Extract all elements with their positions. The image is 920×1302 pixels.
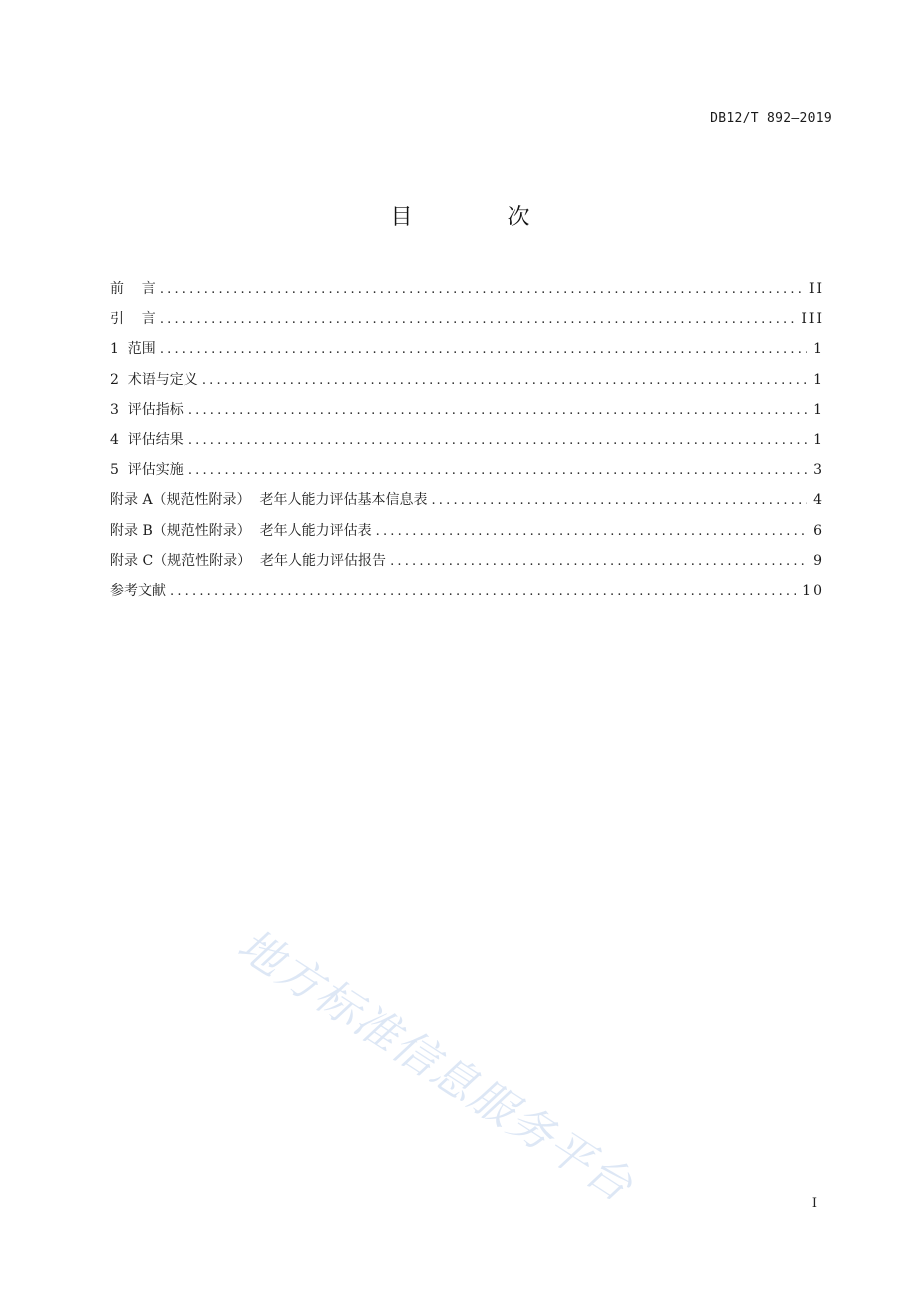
toc-leader-dots bbox=[170, 581, 796, 603]
toc-entry-label: 前 言 bbox=[110, 281, 156, 297]
toc-entry-page: 6 bbox=[813, 522, 824, 539]
toc-entry-scope[interactable] bbox=[110, 338, 824, 368]
toc-entry-page: 3 bbox=[813, 462, 824, 479]
toc-leader-dots bbox=[160, 339, 807, 361]
toc-entry-label: 引 言 bbox=[110, 311, 156, 328]
page-number: I bbox=[811, 1196, 817, 1211]
toc-list bbox=[110, 278, 824, 610]
toc-entry-label: 1 范围 bbox=[110, 341, 156, 358]
toc-entry-label: 附录 C（规范性附录） 老年人能力评估报告 bbox=[110, 552, 387, 569]
toc-leader-dots bbox=[202, 370, 807, 392]
toc-title: 目 次 bbox=[390, 205, 574, 230]
toc-entry-page: 1 bbox=[813, 431, 824, 448]
toc-entry-label: 2 术语与定义 bbox=[110, 371, 198, 388]
watermark: 地方标准信息服务平台 bbox=[228, 919, 643, 1213]
toc-leader-dots bbox=[390, 551, 807, 573]
toc-entry-page: 1 bbox=[813, 401, 824, 418]
toc-entry-introduction[interactable] bbox=[110, 308, 824, 338]
toc-entry-page: 10 bbox=[802, 582, 824, 599]
toc-entry-indicators[interactable] bbox=[110, 399, 824, 429]
toc-entry-label: 附录 A（规范性附录） 老年人能力评估基本信息表 bbox=[110, 492, 428, 509]
toc-leader-dots bbox=[188, 400, 807, 422]
toc-leader-dots bbox=[160, 309, 796, 331]
toc-entry-label: 5 评估实施 bbox=[110, 462, 184, 479]
toc-entry-results[interactable] bbox=[110, 429, 824, 459]
toc-entry-page: III bbox=[801, 311, 824, 328]
toc-entry-page: 4 bbox=[813, 492, 824, 509]
toc-entry-appendix-a[interactable] bbox=[110, 489, 824, 519]
toc-leader-dots bbox=[431, 490, 807, 512]
toc-entry-page: II bbox=[808, 281, 824, 297]
toc-entry-page: 9 bbox=[813, 552, 824, 569]
toc-leader-dots bbox=[160, 279, 803, 301]
toc-entry-page: 1 bbox=[813, 341, 824, 358]
toc-entry-label: 附录 B（规范性附录） 老年人能力评估表 bbox=[110, 522, 372, 539]
toc-entry-foreword[interactable] bbox=[110, 278, 824, 308]
toc-entry-label: 3 评估指标 bbox=[110, 401, 184, 418]
toc-leader-dots bbox=[188, 430, 807, 452]
toc-entry-label: 参考文献 bbox=[110, 582, 166, 599]
toc-entry-references[interactable] bbox=[110, 580, 824, 610]
toc-entry-appendix-c[interactable] bbox=[110, 550, 824, 580]
document-code: DB12/T 892—2019 bbox=[710, 111, 832, 126]
toc-entry-page: 1 bbox=[813, 371, 824, 388]
toc-entry-implementation[interactable] bbox=[110, 459, 824, 489]
toc-leader-dots bbox=[188, 460, 807, 482]
toc-leader-dots bbox=[376, 521, 807, 543]
toc-entry-terms[interactable] bbox=[110, 369, 824, 399]
toc-entry-appendix-b[interactable] bbox=[110, 520, 824, 550]
toc-entry-label: 4 评估结果 bbox=[110, 431, 184, 448]
